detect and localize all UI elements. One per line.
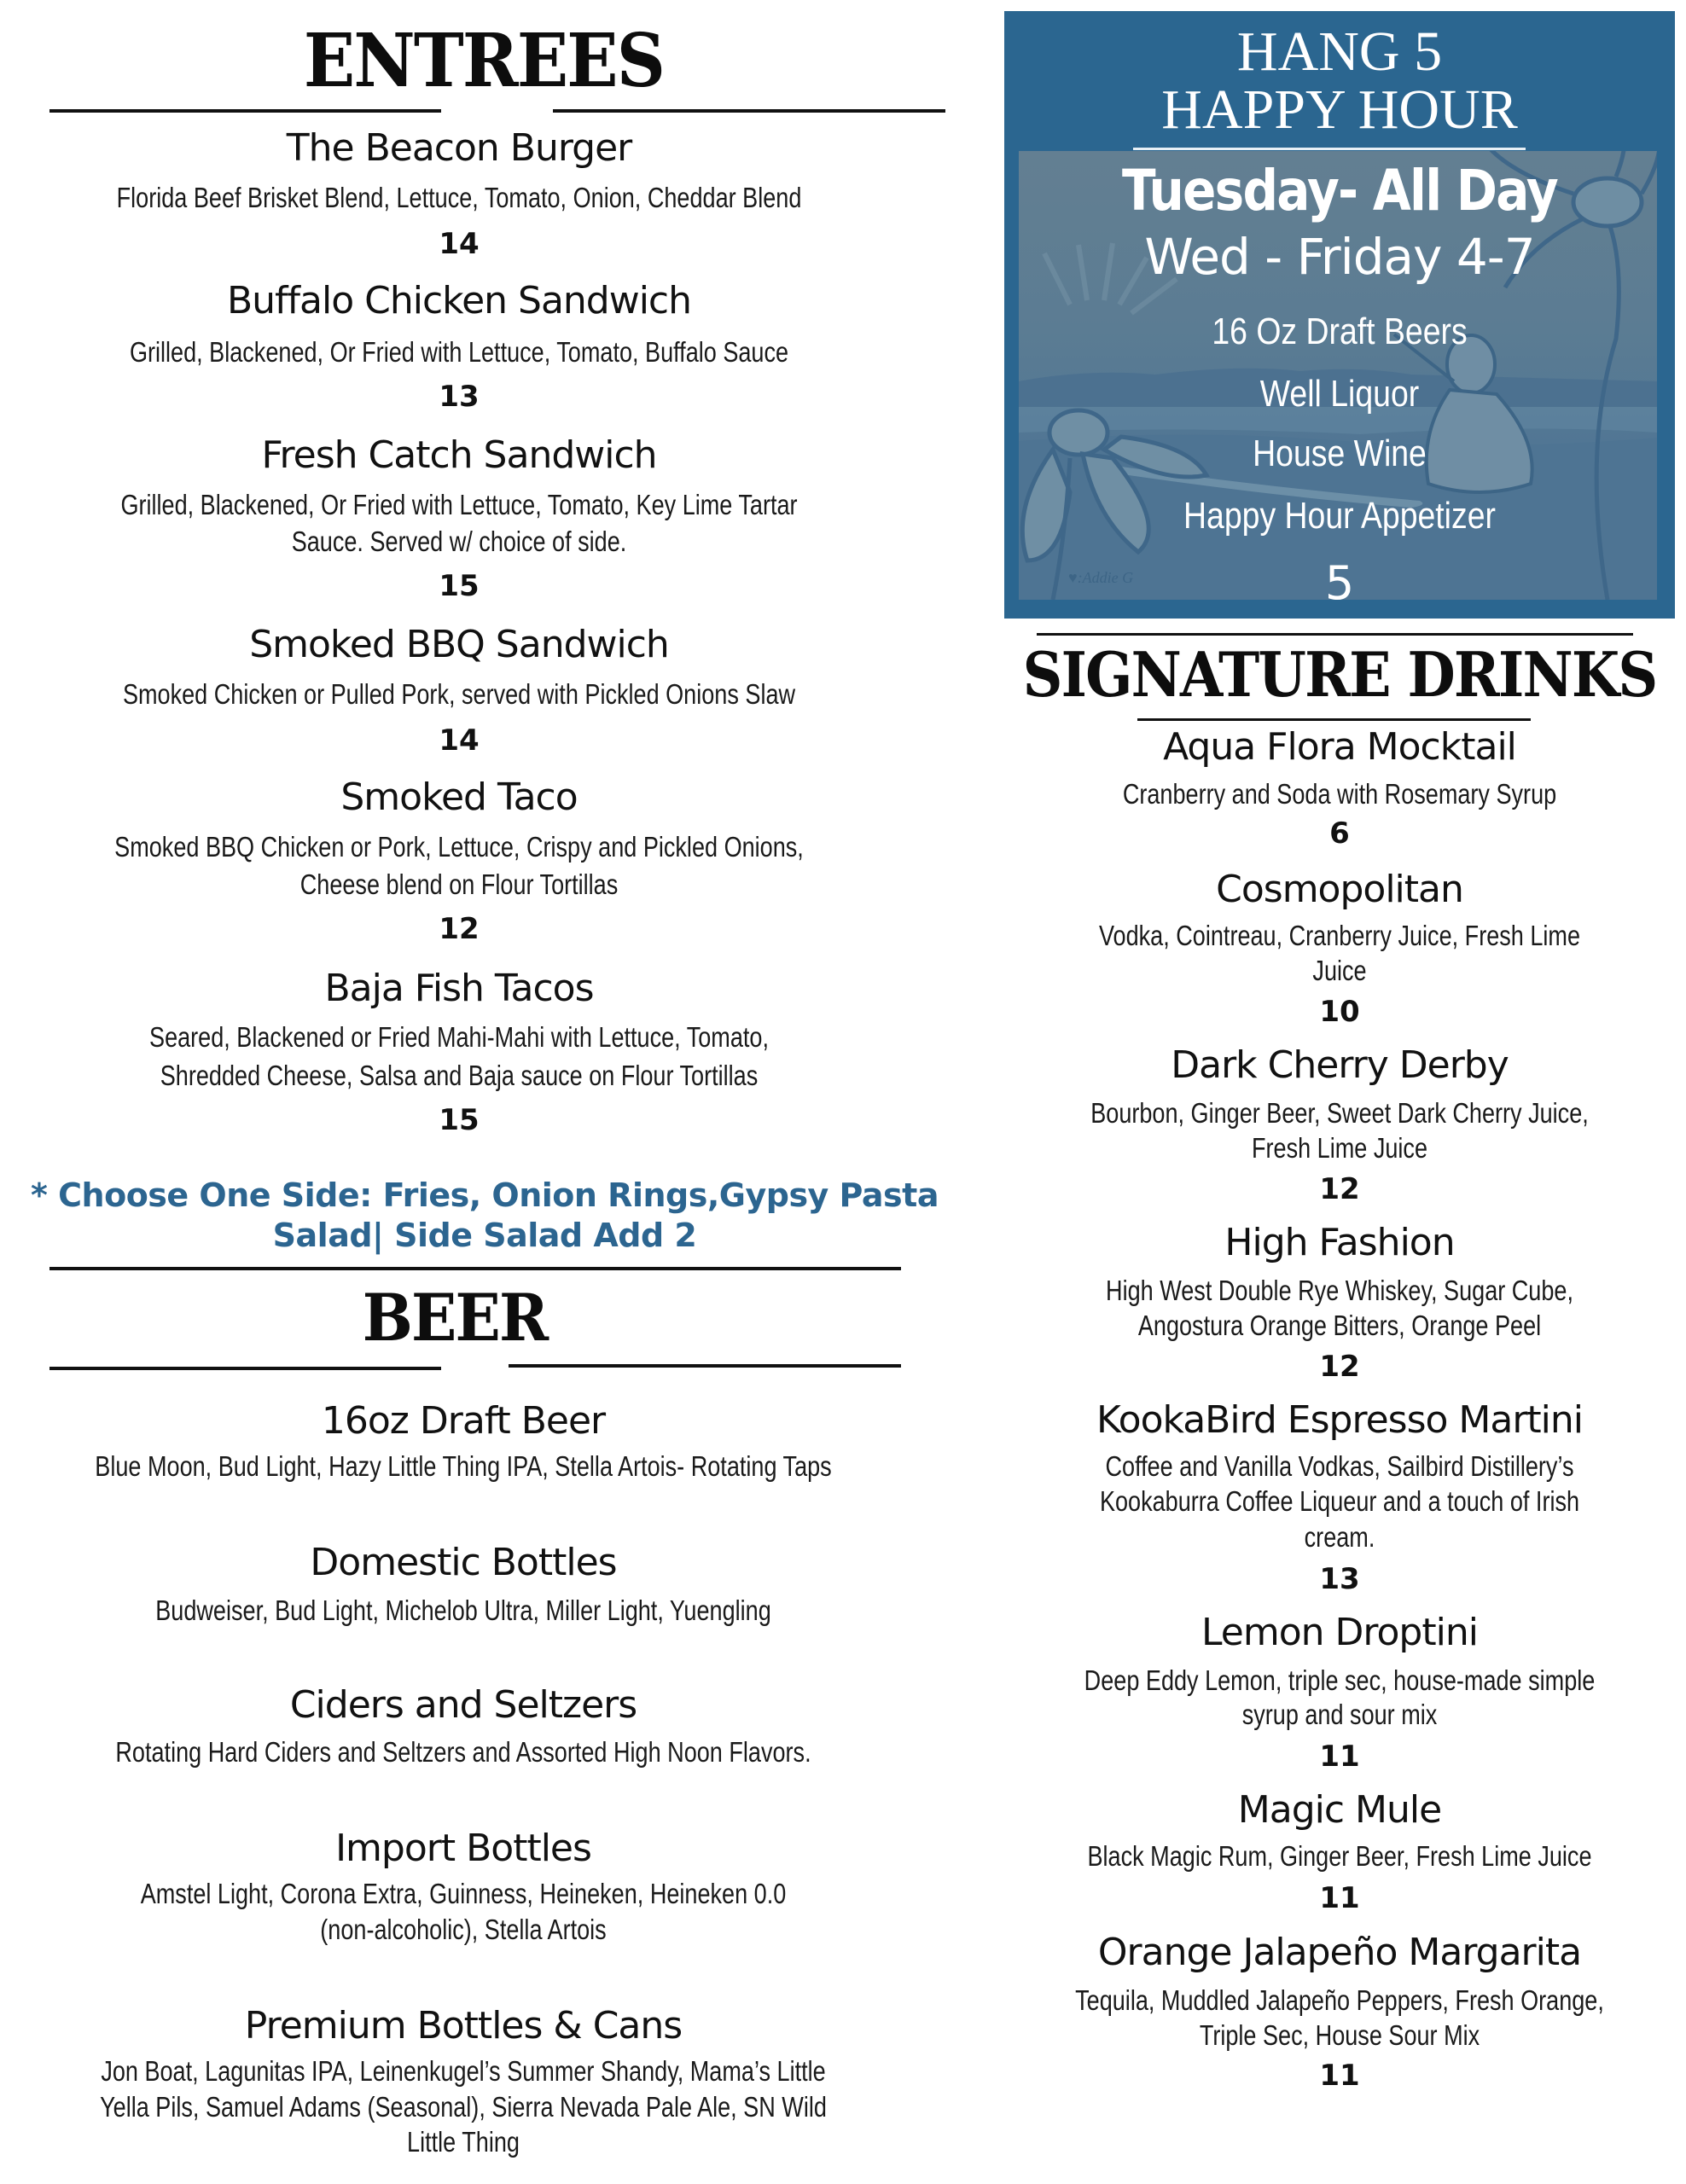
entree-price: 12 (439, 912, 480, 946)
drink-desc: Kookaburra Coffee Liqueur and a touch of Irish (1099, 1485, 1580, 1517)
beer-category-desc: Blue Moon, Bud Light, Hazy Little Thing IPA, Stella Artois- Rotating Taps (95, 1450, 832, 1482)
beer-category-desc: Little Thing (407, 2126, 520, 2158)
happy-hour-tuesday: Tuesday- All Day (1121, 158, 1558, 224)
beer-category-desc: Rotating Hard Ciders and Seltzers and Assorted High Noon Flavors. (115, 1736, 811, 1768)
entree-name: Smoked BBQ Sandwich (249, 623, 669, 666)
drink-desc: Tequila, Muddled Jalapeño Peppers, Fresh Orange, (1075, 1984, 1604, 2016)
drink-desc: Juice (1312, 955, 1367, 986)
beer-rule-left (49, 1367, 441, 1370)
entree-desc: Smoked BBQ Chicken or Pork, Lettuce, Crispy and Pickled Onions, (114, 831, 804, 863)
drink-desc: Fresh Lime Juice (1251, 1132, 1428, 1164)
signature-drinks-heading: SIGNATURE DRINKS (1022, 638, 1657, 711)
drink-name: Lemon Droptini (1201, 1611, 1478, 1654)
beer-category-name: Ciders and Seltzers (289, 1683, 637, 1727)
drink-name: Dark Cherry Derby (1171, 1043, 1509, 1087)
entree-name: Buffalo Chicken Sandwich (226, 279, 692, 322)
happy-hour-item: 16 Oz Draft Beers (1212, 311, 1468, 352)
happy-hour-item: House Wine (1253, 433, 1427, 474)
entree-desc: Grilled, Blackened, Or Fried with Lettuce, Tomato, Key Lime Tartar (120, 489, 798, 520)
drink-price: 11 (1319, 1740, 1360, 1774)
drink-desc: Bourbon, Ginger Beer, Sweet Dark Cherry Juice, (1090, 1097, 1589, 1129)
drink-name: Orange Jalapeño Margarita (1097, 1931, 1582, 1974)
drink-price: 13 (1319, 1562, 1360, 1596)
side-choice-note-line2: Salad| Side Salad Add 2 (272, 1217, 697, 1254)
beer-category-name: Premium Bottles & Cans (244, 2004, 683, 2048)
happy-hour-item: Well Liquor (1259, 373, 1420, 415)
drink-desc: Black Magic Rum, Ginger Beer, Fresh Lime Juice (1087, 1840, 1592, 1872)
drink-desc: High West Double Rye Whiskey, Sugar Cube, (1106, 1275, 1573, 1306)
side-choice-note-line1: * Choose One Side: Fries, Onion Rings,Gypsy Pasta (31, 1176, 939, 1214)
entree-name: The Beacon Burger (286, 126, 632, 170)
beer-category-desc: Amstel Light, Corona Extra, Guinness, Heineken, Heineken 0.0 (140, 1878, 787, 1909)
drink-desc: Cranberry and Soda with Rosemary Syrup (1122, 778, 1557, 810)
entree-desc: Sauce. Served w/ choice of side. (291, 526, 627, 557)
happy-hour-weekday: Wed - Friday 4-7 (1144, 228, 1535, 286)
beer-category-name: Import Bottles (335, 1827, 591, 1870)
beer-category-desc: Budweiser, Bud Light, Michelob Ultra, Miller Light, Yuengling (155, 1594, 771, 1626)
beer-category-name: 16oz Draft Beer (321, 1399, 606, 1443)
drink-desc: syrup and sour mix (1241, 1699, 1438, 1730)
drink-price: 11 (1319, 2059, 1360, 2093)
beer-category-name: Domestic Bottles (310, 1541, 617, 1584)
entree-name: Fresh Catch Sandwich (261, 433, 657, 477)
happy-hour-title-line1: HANG 5 (1236, 20, 1443, 83)
entrees-rule-right (553, 109, 945, 113)
beer-heading: BEER (362, 1280, 548, 1356)
happy-hour-title-line2: HAPPY HOUR (1161, 78, 1518, 141)
entree-desc: Smoked Chicken or Pulled Pork, served with Pickled Onions Slaw (122, 678, 796, 710)
drink-price: 11 (1319, 1881, 1360, 1915)
drink-name: Cosmopolitan (1216, 868, 1463, 911)
drink-desc: Angostura Orange Bitters, Orange Peel (1137, 1310, 1542, 1341)
drink-price: 12 (1319, 1172, 1360, 1206)
entree-desc: Cheese blend on Flour Tortillas (299, 868, 619, 900)
drink-desc: Deep Eddy Lemon, triple sec, house-made simple (1084, 1664, 1596, 1696)
beer-rule-right (509, 1364, 901, 1368)
drink-desc: Triple Sec, House Sour Mix (1199, 2019, 1480, 2051)
happy-hour-rule (1133, 148, 1526, 150)
drink-name: Aqua Flora Mocktail (1163, 725, 1516, 769)
entree-desc: Grilled, Blackened, Or Fried with Lettuce, Tomato, Buffalo Sauce (129, 336, 789, 368)
beer-category-desc: Yella Pils, Samuel Adams (Seasonal), Sierra Nevada Pale Ale, SN Wild (100, 2091, 827, 2123)
drink-price: 6 (1329, 816, 1350, 851)
entree-desc: Shredded Cheese, Salsa and Baja sauce on Flour Tortillas (160, 1060, 759, 1091)
entree-price: 15 (439, 569, 480, 603)
drink-desc: cream. (1304, 1521, 1375, 1553)
entree-desc: Florida Beef Brisket Blend, Lettuce, Tomato, Onion, Cheddar Blend (116, 182, 802, 213)
entree-price: 14 (439, 723, 480, 758)
entree-name: Baja Fish Tacos (324, 967, 594, 1010)
drink-price: 12 (1319, 1350, 1360, 1384)
entree-price: 15 (439, 1103, 480, 1137)
beer-category-desc: Jon Boat, Lagunitas IPA, Leinenkugel’s Summer Shandy, Mama’s Little (101, 2055, 826, 2087)
drink-name: KookaBird Espresso Martini (1096, 1398, 1584, 1442)
drink-name: Magic Mule (1237, 1788, 1442, 1832)
drink-desc: Coffee and Vanilla Vodkas, Sailbird Distillery’s (1105, 1450, 1574, 1482)
beer-category-desc: (non-alcoholic), Stella Artois (320, 1914, 607, 1945)
entrees-rule-left (49, 109, 441, 113)
drink-price: 10 (1319, 995, 1360, 1029)
happy-hour-item: Happy Hour Appetizer (1183, 495, 1496, 537)
drink-name: High Fashion (1224, 1221, 1455, 1264)
entree-name: Smoked Taco (340, 775, 578, 819)
entree-price: 14 (439, 227, 480, 261)
signature-rule-bottom (1137, 718, 1531, 721)
artist-signature: ♥:Addie G (1068, 569, 1134, 586)
drink-desc: Vodka, Cointreau, Cranberry Juice, Fresh Lime (1098, 920, 1581, 951)
entree-desc: Seared, Blackened or Fried Mahi-Mahi with Lettuce, Tomato, (149, 1021, 769, 1053)
happy-hour-price: 5 (1324, 556, 1355, 610)
entree-price: 13 (439, 380, 480, 414)
entrees-heading: ENTREES (303, 18, 665, 104)
beer-rule-top (49, 1267, 901, 1270)
